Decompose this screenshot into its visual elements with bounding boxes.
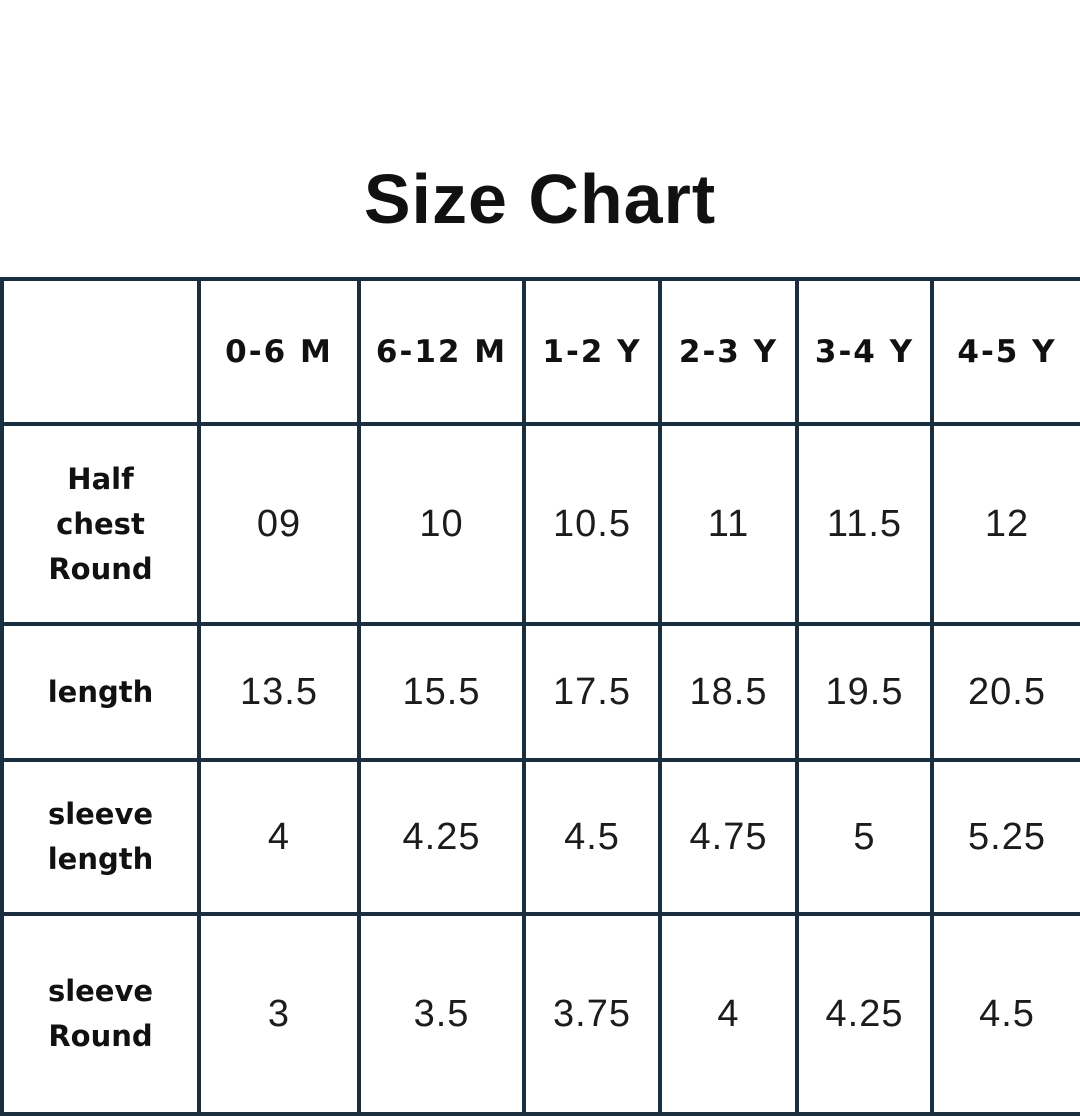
cell-value: 4.25 xyxy=(359,760,524,914)
column-header-3-4y: 3-4 Y xyxy=(797,279,932,424)
table-row-length xyxy=(2,624,1080,760)
cell-value: 4.25 xyxy=(797,914,932,1114)
cell-value: 15.5 xyxy=(359,624,524,760)
cell-value: 4.75 xyxy=(660,760,797,914)
cell-value: 12 xyxy=(932,424,1080,624)
cell-value: 10.5 xyxy=(524,424,660,624)
cell-value: 11.5 xyxy=(797,424,932,624)
cell-value: 20.5 xyxy=(932,624,1080,760)
cell-value: 3.5 xyxy=(359,914,524,1114)
cell-value: 13.5 xyxy=(199,624,359,760)
column-header-1-2y: 1-2 Y xyxy=(524,279,660,424)
corner-cell xyxy=(2,279,199,424)
cell-value: 5 xyxy=(797,760,932,914)
cell-value: 10 xyxy=(359,424,524,624)
cell-value: 11 xyxy=(660,424,797,624)
column-header-6-12m: 6-12 M xyxy=(359,279,524,424)
row-label-half-chest-round: Half chest Round xyxy=(2,424,199,624)
cell-value: 4.5 xyxy=(524,760,660,914)
row-label-sleeve-round: sleeve Round xyxy=(2,914,199,1114)
table-row-sleeve-length xyxy=(2,760,1080,914)
table-row-half-chest-round xyxy=(2,424,1080,624)
cell-value: 09 xyxy=(199,424,359,624)
cell-value: 4.5 xyxy=(932,914,1080,1114)
cell-value: 17.5 xyxy=(524,624,660,760)
cell-value: 3.75 xyxy=(524,914,660,1114)
cell-value: 18.5 xyxy=(660,624,797,760)
row-label-length: length xyxy=(2,624,199,760)
row-label-sleeve-length: sleeve length xyxy=(2,760,199,914)
cell-value: 4 xyxy=(660,914,797,1114)
cell-value: 5.25 xyxy=(932,760,1080,914)
cell-value: 19.5 xyxy=(797,624,932,760)
column-header-2-3y: 2-3 Y xyxy=(660,279,797,424)
column-header-4-5y: 4-5 Y xyxy=(932,279,1080,424)
column-header-0-6m: 0-6 M xyxy=(199,279,359,424)
size-chart-table xyxy=(0,277,1080,1116)
cell-value: 4 xyxy=(199,760,359,914)
page-title: Size Chart xyxy=(363,160,717,238)
table-row-sleeve-round xyxy=(2,914,1080,1114)
cell-value: 3 xyxy=(199,914,359,1114)
header-row xyxy=(2,279,1080,424)
